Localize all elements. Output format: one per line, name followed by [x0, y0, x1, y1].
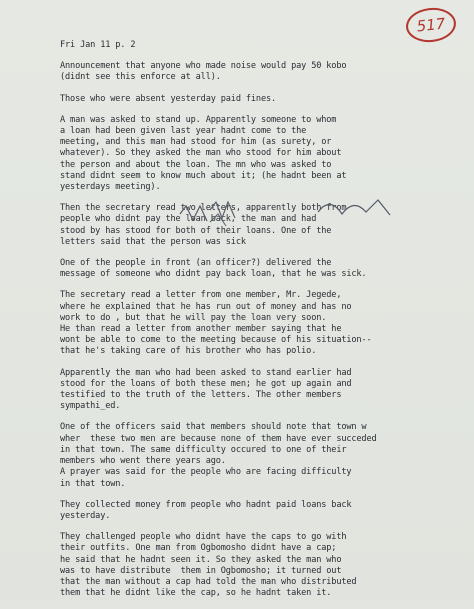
paragraph: [60, 500, 470, 522]
text-line: They challenged people who didnt have the caps to go with: [60, 532, 347, 543]
text-line: (didnt see this enforce at all).: [60, 72, 221, 83]
text-line: them that he didnt like the cap, so he hadnt taken it.: [60, 588, 332, 599]
text-line: Then the secretary read two letters, apparently both from: [60, 203, 347, 214]
text-line: testified to the truth of the letters. The other members: [60, 390, 342, 401]
paragraph: [60, 422, 470, 489]
text-line: meeting, and this man had stood for him (as surety, or: [60, 137, 332, 148]
text-line: One of the officers said that members should note that town w: [60, 422, 367, 433]
text-line: yesterday.: [60, 510, 111, 521]
text-line: Those who were absent yesterday paid fines.: [60, 93, 277, 104]
paragraph: [60, 258, 470, 280]
text-line: A prayer was said for the people who are facing difficulty: [60, 467, 352, 478]
text-line: he said that he hadnt seen it. So they asked the man who: [60, 554, 342, 565]
text-line: wont be able to come to the meeting because of his situation--: [60, 335, 372, 346]
paragraph: [60, 290, 470, 357]
text-line: their outfits. One man from Ogbomosho didnt have a cap;: [60, 543, 337, 554]
text-line: Apparently the man who had been asked to stand earlier had: [60, 367, 352, 378]
text-line: He than read a letter from another member saying that he: [60, 324, 342, 335]
text-line: a loan had been given last year hadnt come to the: [60, 126, 307, 137]
text-line: members who went there years ago.: [60, 456, 226, 467]
document-body: [60, 40, 470, 609]
page-number-stamp: 517: [404, 5, 457, 44]
text-line: stood by has stood for both of their loans. One of the: [60, 225, 332, 236]
paragraph: [60, 94, 470, 105]
text-line: message of someone who didnt pay back loan, that he was sick.: [60, 269, 367, 280]
text-line: The secretary read a letter from one member, Mr. Jegede,: [60, 290, 342, 301]
text-line: yesterdays meeting).: [60, 182, 161, 193]
text-line: One of the people in front (an officer?) delivered the: [60, 258, 332, 269]
text-line: was to have distribute them in Ogbomosho; it turned out: [60, 565, 342, 576]
paragraph: [60, 61, 470, 83]
text-line: stood for the loans of both these men; he got up again and: [60, 378, 352, 389]
text-line: sympathi_ed.: [60, 401, 121, 412]
text-line: where he explained that he has run out of money and has no: [60, 301, 352, 312]
text-line: work to do , but that he will pay the loan very soon.: [60, 312, 327, 323]
paragraph: [60, 368, 470, 413]
text-line: people who didnt pay the loan back, the man and had: [60, 214, 317, 225]
text-line: letters said that the person was sick: [60, 236, 246, 247]
paragraph: [60, 532, 470, 599]
text-line: A man was asked to stand up. Apparently someone to whom: [60, 114, 337, 125]
text-line: in that town.: [60, 478, 126, 489]
text-line: that he's taking care of his brother who has polio.: [60, 346, 317, 357]
text-line: the person and about the loan. The mn who was asked to: [60, 159, 332, 170]
text-line: stand didnt seem to know much about it; (he hadnt been at: [60, 170, 347, 181]
text-line: whatever). So they asked the man who stood for him about: [60, 148, 342, 159]
text-line: Fri Jan 11 p. 2: [60, 40, 136, 50]
text-line: Announcement that anyone who made noise would pay 50 kobo: [60, 61, 347, 72]
paragraph: [60, 115, 470, 193]
paragraph: [60, 203, 470, 248]
text-line: wher these two men are because none of them have ever succeded: [60, 433, 377, 444]
text-line: that the man without a cap had told the man who distributed: [60, 576, 357, 587]
text-line: They collected money from people who hadnt paid loans back: [60, 499, 352, 510]
text-line: in that town. The same difficulty occured to one of their: [60, 444, 347, 455]
paragraph: [60, 40, 470, 51]
